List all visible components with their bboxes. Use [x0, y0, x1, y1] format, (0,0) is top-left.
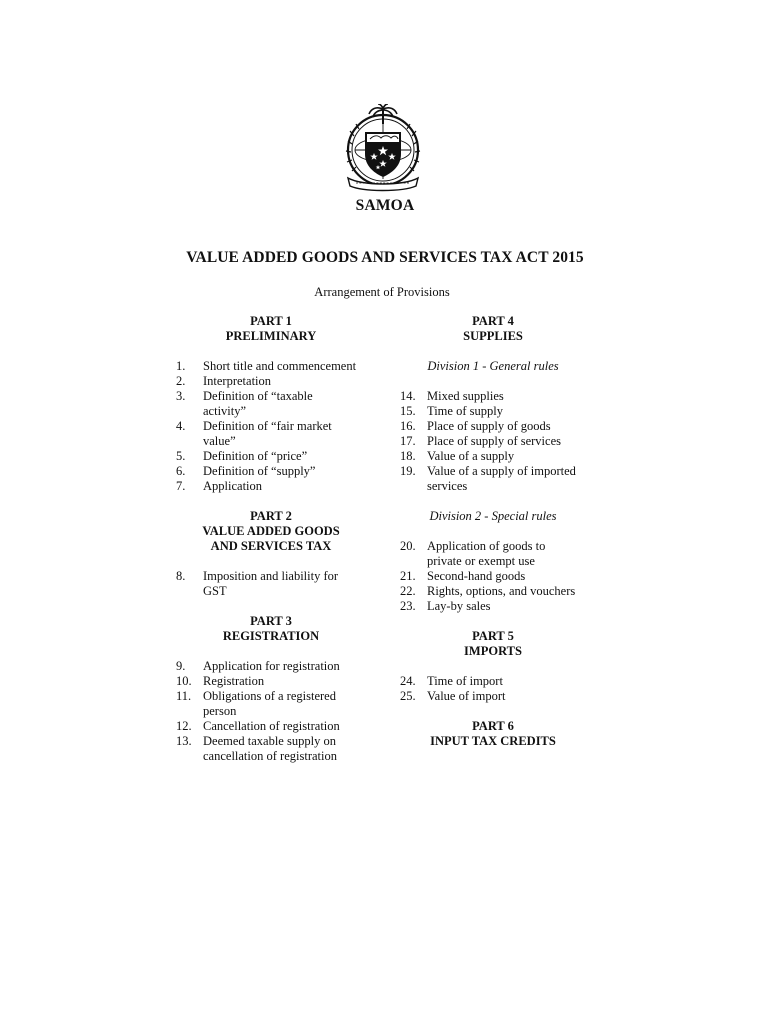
section-item	[176, 374, 366, 389]
section-item	[400, 584, 586, 599]
section-title-cont: person	[203, 704, 237, 718]
section-number: 3.	[176, 389, 186, 403]
part-number: PART 2	[250, 509, 292, 523]
section-number: 12.	[176, 719, 192, 733]
section-number: 18.	[400, 449, 416, 463]
section-title: Definition of “fair market	[203, 419, 332, 433]
section-item	[400, 404, 586, 419]
section-number: 8.	[176, 569, 186, 583]
part-title: PRELIMINARY	[225, 329, 317, 343]
section-item	[400, 389, 586, 404]
part-4-heading	[400, 314, 586, 344]
section-title: Definition of “supply”	[203, 464, 316, 478]
section-title: Second-hand goods	[427, 569, 526, 583]
part-1-heading	[176, 314, 366, 344]
section-number: 4.	[176, 419, 186, 433]
section-title-cont: private or exempt use	[427, 554, 535, 568]
part-title: IMPORTS	[464, 644, 522, 658]
section-number: 14.	[400, 389, 416, 403]
section-number: 17.	[400, 434, 416, 448]
section-number: 7.	[176, 479, 186, 493]
part-title: REGISTRATION	[222, 629, 320, 643]
section-item	[176, 659, 366, 674]
part-title: INPUT TAX CREDITS	[430, 734, 556, 748]
section-number: 23.	[400, 599, 416, 613]
section-title: Deemed taxable supply on	[203, 734, 336, 748]
section-item	[176, 389, 366, 419]
act-title: VALUE ADDED GOODS AND SERVICES TAX ACT 2015	[186, 249, 584, 266]
section-item	[400, 539, 586, 569]
section-title: Short title and commencement	[203, 359, 357, 373]
section-title: Cancellation of registration	[203, 719, 340, 733]
division-2-heading: Division 2 - Special rules	[429, 509, 557, 523]
section-title-cont: cancellation of registration	[203, 749, 337, 763]
section-number: 21.	[400, 569, 416, 583]
part-5-sections	[400, 674, 586, 704]
part-number: PART 4	[472, 314, 514, 328]
section-item	[176, 674, 366, 689]
part-1-sections	[176, 359, 366, 494]
section-title: Mixed supplies	[427, 389, 504, 403]
section-title: Place of supply of services	[427, 434, 561, 448]
section-item	[400, 419, 586, 434]
section-item	[176, 734, 366, 764]
section-title: Value of a supply of imported	[427, 464, 576, 478]
section-title-cont: value”	[203, 434, 236, 448]
section-item	[400, 449, 586, 464]
part-5-heading	[400, 629, 586, 659]
section-item	[400, 434, 586, 449]
part-number: PART 5	[472, 629, 514, 643]
section-title-cont: GST	[203, 584, 227, 598]
section-item	[176, 464, 366, 479]
section-number: 5.	[176, 449, 186, 463]
section-title: Obligations of a registered	[203, 689, 336, 703]
section-number: 6.	[176, 464, 186, 478]
section-number: 16.	[400, 419, 416, 433]
part-title: SUPPLIES	[463, 329, 523, 343]
division-1-sections	[400, 389, 586, 494]
section-title: Value of a supply	[427, 449, 515, 463]
section-title: Rights, options, and vouchers	[427, 584, 576, 598]
section-item	[176, 479, 366, 494]
section-title: Application of goods to	[427, 539, 546, 553]
section-item	[400, 464, 586, 494]
section-item	[176, 419, 366, 449]
arrangement-heading: Arrangement of Provisions	[314, 285, 450, 299]
part-number: PART 1	[250, 314, 292, 328]
section-title: Imposition and liability for	[203, 569, 339, 583]
samoa-coat-of-arms-emblem	[340, 104, 426, 192]
part-title-cont: AND SERVICES TAX	[210, 539, 332, 553]
motto-ribbon-icon	[348, 178, 418, 191]
section-title: Value of import	[427, 689, 506, 703]
section-title: Definition of “price”	[203, 449, 308, 463]
country-heading: SAMOA	[355, 197, 415, 214]
part-3-heading	[176, 614, 366, 644]
section-item	[176, 449, 366, 464]
left-column	[176, 314, 366, 764]
section-title: Lay-by sales	[427, 599, 491, 613]
section-number: 2.	[176, 374, 186, 388]
section-title: Application for registration	[203, 659, 340, 673]
section-title: Application	[203, 479, 263, 493]
section-item	[400, 599, 586, 614]
section-number: 20.	[400, 539, 416, 553]
section-number: 15.	[400, 404, 416, 418]
part-3-sections	[176, 659, 366, 764]
part-title: VALUE ADDED GOODS	[202, 524, 340, 538]
section-title: Registration	[203, 674, 265, 688]
section-number: 1.	[176, 359, 186, 373]
section-item	[176, 719, 366, 734]
section-number: 24.	[400, 674, 416, 688]
section-title-cont: services	[427, 479, 468, 493]
section-number: 25.	[400, 689, 416, 703]
section-title: Time of supply	[427, 404, 503, 418]
section-item	[400, 689, 586, 704]
section-item	[400, 674, 586, 689]
part-2-heading	[176, 509, 366, 554]
part-number: PART 6	[472, 719, 514, 733]
section-item	[400, 569, 586, 584]
section-item	[176, 359, 366, 374]
section-title: Time of import	[427, 674, 503, 688]
section-title: Interpretation	[203, 374, 272, 388]
part-6-heading	[400, 719, 586, 749]
division-2-sections	[400, 539, 586, 614]
shield-icon	[365, 132, 401, 177]
section-number: 10.	[176, 674, 192, 688]
section-number: 9.	[176, 659, 186, 673]
part-number: PART 3	[250, 614, 292, 628]
section-title: Definition of “taxable	[203, 389, 313, 403]
section-number: 13.	[176, 734, 192, 748]
right-column	[400, 314, 586, 749]
division-1-heading: Division 1 - General rules	[427, 359, 559, 373]
section-title-cont: activity”	[203, 404, 247, 418]
section-number: 19.	[400, 464, 416, 478]
section-number: 11.	[176, 689, 192, 703]
section-number: 22.	[400, 584, 416, 598]
section-item	[176, 569, 366, 599]
section-title: Place of supply of goods	[427, 419, 551, 433]
section-item	[176, 689, 366, 719]
part-2-sections	[176, 569, 366, 599]
